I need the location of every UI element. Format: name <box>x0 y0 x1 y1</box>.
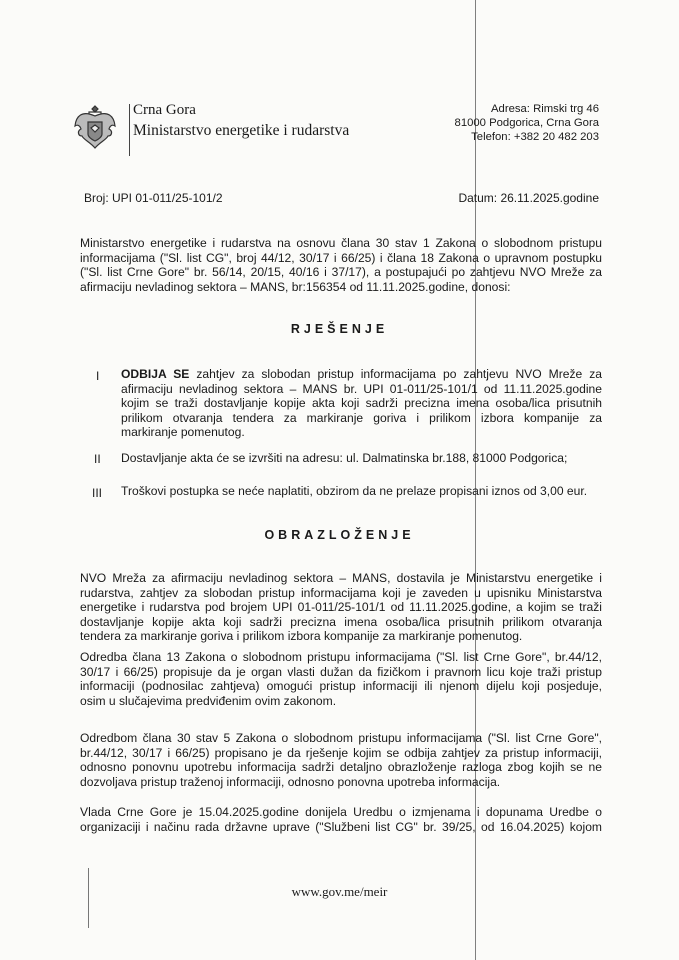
text-line: Odredba člana 13 Zakona o slobodnom pristupu informacijama ("Sl. list Crne Gore", br.44/12, <box>80 650 602 664</box>
address-line: Telefon: +382 20 482 203 <box>471 131 599 143</box>
coat-of-arms-icon <box>72 102 118 152</box>
text-line: energetike i rudarstva pod brojem UPI 01-011/25-101/1 od 11.11.2025.godine, a kojim se traži <box>80 600 602 615</box>
item-numeral: I <box>96 369 100 383</box>
document-number: Broj: UPI 01-011/25-101/2 <box>84 191 223 205</box>
item-numeral: II <box>94 452 101 466</box>
document-date: Datum: 26.11.2025.godine <box>458 191 599 205</box>
text-line: Troškovi postupka se neće naplatiti, obzirom da ne prelaze propisani iznos od 3,00 eur. <box>121 484 588 498</box>
text-line: organizaciji i načinu rada državne uprave ("Službeni list CG" br. 39/25, od 16.04.2025) kojom <box>80 819 602 834</box>
reasoning-title: OBRAZLOŽENJE <box>264 528 415 542</box>
text-line: 30/17 i 66/25) propisuje da je organ vlasti dužan da fizičkom i pravnom licu koje traži pristup <box>80 664 602 679</box>
item-numeral: III <box>92 486 103 500</box>
decision-bold: ODBIJA SE <box>121 367 190 381</box>
decision-title: RJEŠENJE <box>290 322 389 336</box>
text-line: odnosno ponovnu upotrebu informacija sadrži detaljno obrazloženje razloga zbog kojih se ne <box>80 760 602 775</box>
text-line: ("Sl. list Crne Gore" br. 56/14, 20/15, 40/16 i 37/17), a postupajući po zahtjevu NVO Mreže za <box>80 265 602 280</box>
text-line: osim u slučajevima predviđenim ovim zakonom. <box>80 693 337 708</box>
reasoning-paragraph <box>80 731 602 789</box>
reasoning-paragraph <box>80 650 602 708</box>
text-line: informaciji (podnosilac zahtjeva) omogući pristup informaciji ili njenom dijelu koji posjeduje, <box>80 679 602 694</box>
text-line: prilikom otvaranja tendera za markiranje goriva i prilikom izbora kompanije za <box>121 410 602 425</box>
text-span: zahtjev za slobodan pristup informacijama po zahtjevu NVO Mreže za <box>189 367 602 381</box>
text-line: Dostavljanje akta će se izvršiti na adresu: ul. Dalmatinska br.188, 81000 Podgorica; <box>121 451 568 465</box>
text-line: Odredbom člana 30 stav 5 Zakona o slobodnom pristupu informacijama ("Sl. list Crne Gore", <box>80 731 602 745</box>
decision-item-1 <box>121 367 602 440</box>
text-line: informacijama ("Sl. list CG", broj 44/12, 30/17 i 66/25) i člana 18 Zakona o upravnom postupku <box>80 250 602 265</box>
text-line: afirmaciju nevladinog sektora – MANS, br:156354 od 11.11.2025.godine, donosi: <box>80 279 511 294</box>
text-line: NVO Mreža za afirmaciju nevladinog sektora – MANS, dostavila je Ministarstvu energetike i <box>80 571 602 585</box>
text-line: br.44/12, 30/17 i 66/25) propisano je da rješenje kojim se odbija zahtjev za pristup informaciji, <box>80 745 602 760</box>
text-line: dostavljanje kopije akta koji sadrži precizna imena osoba/lica prisutnih prilikom otvaranja <box>80 614 602 629</box>
header-divider <box>129 104 130 156</box>
ministry-name: Ministarstvo energetike i rudarstva <box>133 122 350 139</box>
text-line: tendera za markiranje goriva i prilikom izbora kompanije za markiranje pomenutog. <box>80 629 523 644</box>
footer-website: www.gov.me/meir <box>291 884 388 899</box>
text-line: dozvoljava pristup traženoj informaciji, odnosno ponovna upotreba informacija. <box>80 774 501 789</box>
reasoning-paragraph <box>80 571 602 644</box>
reasoning-paragraph <box>80 805 602 834</box>
contact-address <box>455 102 599 144</box>
text-line: markiranje pomenutog. <box>121 425 245 440</box>
text-line <box>121 367 602 382</box>
decision-item-2 <box>121 451 602 466</box>
address-line: Adresa: Rimski trg 46 <box>491 103 599 115</box>
country-name: Crna Gora <box>133 102 196 118</box>
text-line: Ministarstvo energetike i rudarstva na osnovu člana 30 stav 1 Zakona o slobodnom pristupu <box>80 236 602 250</box>
intro-paragraph <box>80 236 602 294</box>
decision-item-3 <box>121 484 602 499</box>
text-line: afirmaciju nevladinog sektora – MANS br. UPI 01-011/25-101/1 od 11.11.2025.godine <box>121 381 602 396</box>
address-line: 81000 Podgorica, Crna Gora <box>454 117 599 129</box>
text-line: rudarstva, zahtjev za slobodan pristup informacijama koji je zaveden u upisniku Ministarstva <box>80 585 602 600</box>
text-line: Vlada Crne Gore je 15.04.2025.godine donijela Uredbu o izmjenama i dopunama Uredbe o <box>80 805 602 819</box>
text-line: kojim se traži dostavljanje kopije akta koji sadrži precizna imena osoba/lica prisutnih <box>121 396 602 411</box>
